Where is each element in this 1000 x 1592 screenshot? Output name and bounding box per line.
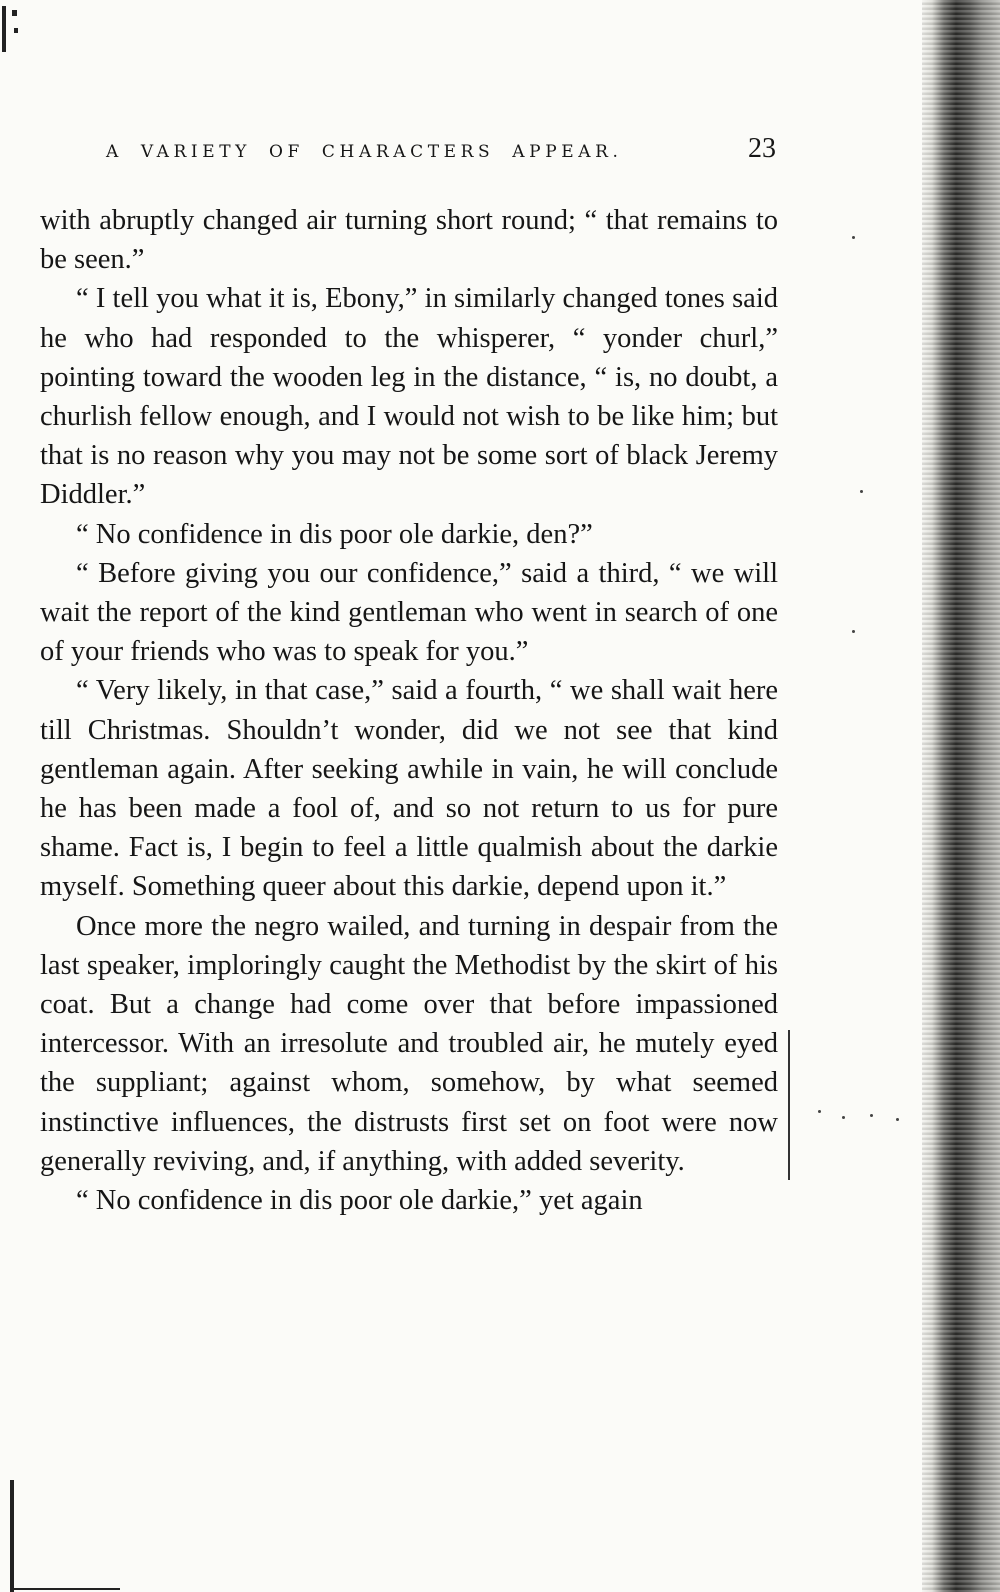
paragraph-1: with abruptly changed air turning short round; “ that remains to be seen.” <box>40 205 778 276</box>
margin-speck <box>896 1118 899 1121</box>
paragraph-4: “ Before giving you our confidence,” said a third, “ we will wait the report of the kind gentleman who went in search of one of your friends who was to speak for you.” <box>40 557 778 668</box>
paragraph-5: “ Very likely, in that case,” said a fourth, “ we shall wait here till Christmas. Shouldn’t wonder, did we not see that kind gentleman again. After seeking awhile in vain, he will conclude he has been made a fool of, and so not return to us for pure shame. Fact is, I begin to feel a little qualmish about the darkie myself. Something queer about this darkie, depend upon it.” <box>40 675 778 903</box>
paragraph-2: “ I tell you what it is, Ebony,” in similarly changed tones said he who had responded to the whisperer, “ yonder churl,” pointing toward the wooden leg in the distance, “ is, no doubt, a churlish fellow enough, and I would not wish to be like him; but that is no reason why you may not be some sort of black Jeremy Diddler.” <box>40 283 778 511</box>
margin-speck <box>818 1110 821 1113</box>
margin-speck <box>860 490 863 493</box>
margin-speck <box>842 1116 845 1119</box>
running-head-title: A VARIETY OF CHARACTERS APPEAR. <box>106 142 623 162</box>
scan-mark-bottom-left <box>10 1480 14 1592</box>
scan-mark-bottom-left-base <box>10 1588 120 1590</box>
paragraph-6: Once more the negro wailed, and turning in despair from the last speaker, imploringly caught the Methodist by the skirt of his coat. But a change had come over that before impassioned intercessor. With an irresolute and troubled air, he mutely eyed the suppliant; against whom, somehow, by what seemed instinctive influences, the distrusts first set on foot were now generally reviving, and, if anything, with added severity. <box>40 910 778 1177</box>
scan-mark-top-left-dot <box>12 10 17 16</box>
margin-bracket <box>788 1030 796 1180</box>
running-head <box>106 133 776 167</box>
paragraph-3: “ No confidence in dis poor ole darkie, den?” <box>76 518 593 550</box>
paragraph-7: “ No confidence in dis poor ole darkie,” yet again <box>76 1185 643 1217</box>
scan-mark-top-left-dot <box>14 28 18 33</box>
scan-mark-top-left <box>2 6 6 52</box>
margin-speck <box>852 630 855 633</box>
page-edge-shadow <box>922 0 1000 1592</box>
margin-speck <box>870 1114 873 1117</box>
body-text <box>40 201 778 1220</box>
margin-speck <box>852 236 855 239</box>
page-number: 23 <box>748 133 776 164</box>
